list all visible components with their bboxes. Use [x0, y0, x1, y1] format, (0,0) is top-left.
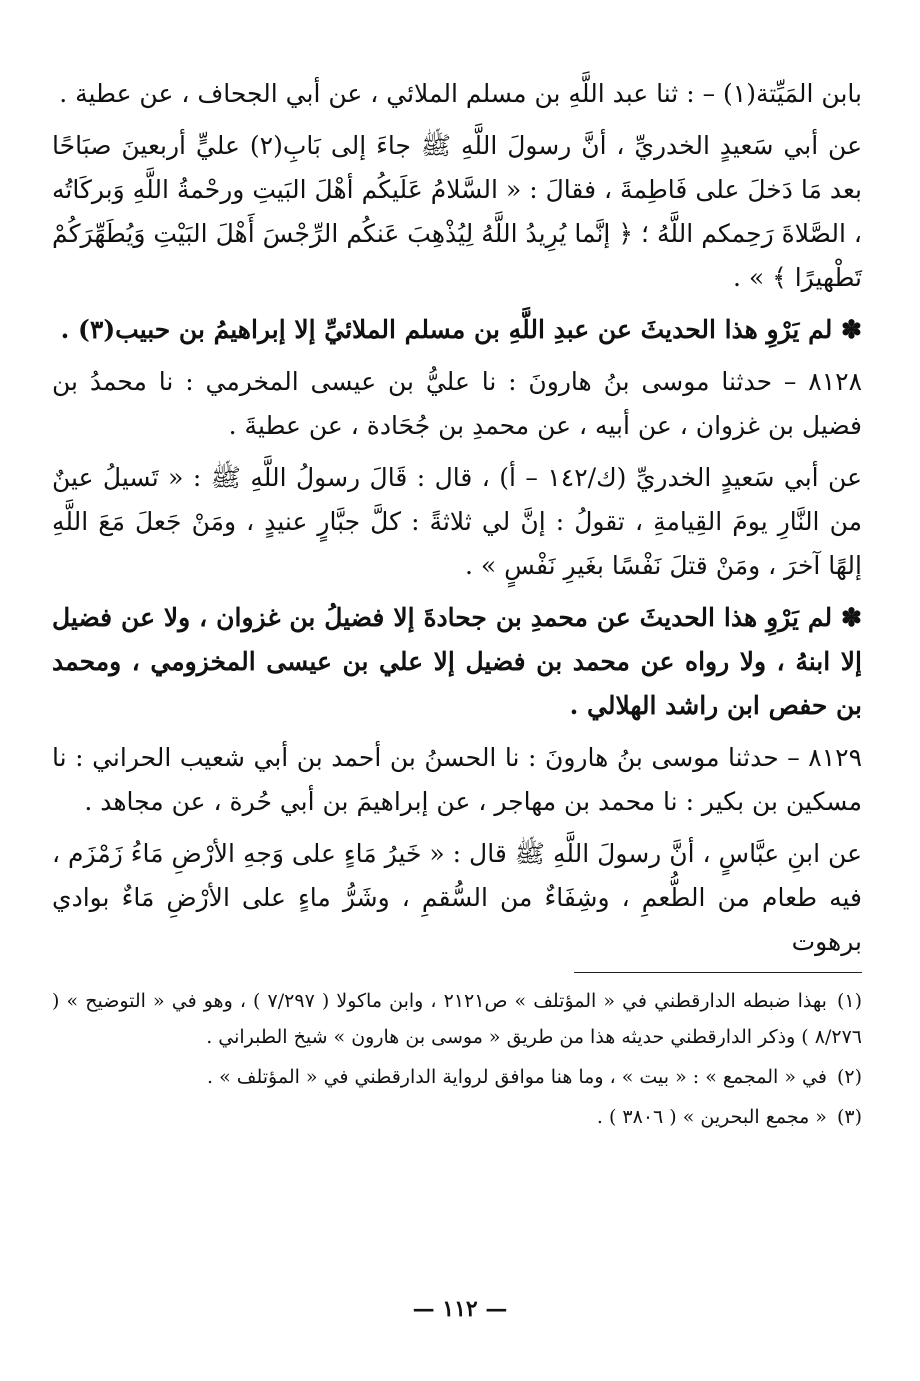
- footnote-text: في « المجمع » : « بيت » ، وما هنا موافق لرواية الدارقطني في « المؤتلف » .: [207, 1066, 827, 1088]
- footnote-text: « مجمع البحرين » ( ٣٨٠٦ ) .: [596, 1106, 827, 1128]
- paragraph-hadith-8128-isnad: ٨١٢٨ – حدثنا موسى بنُ هارونَ : نا عليُّ بن عيسى المخرمي : نا محمدُ بن فضيل بن غزوان ، عن أبيه ، عن محمدِ بن جُحَادة ، عن عطيةَ .: [52, 367, 862, 440]
- paragraph-commentary: ✽ لم يَرْوِ هذا الحديثَ عن عبدِ اللَّهِ بن مسلم الملائيِّ إلا إبراهيمُ بن حبيب(٣) .: [60, 315, 862, 344]
- paragraph-commentary: ✽ لم يَرْوِ هذا الحديثَ عن محمدِ بن جحادةَ إلا فضيلُ بن غزوان ، ولا عن فضيل إلا ابنهُ ، ولا رواه عن محمد بن فضيل إلا علي بن عيسى المخزومي ، ومحمد بن حفص ابن راشد الهلالي .: [52, 603, 862, 720]
- footnote-item: [52, 1059, 862, 1095]
- footnote-text: بهذا ضبطه الدارقطني في « المؤتلف » ص٢١٢١ ، وابن ماكولا ( ٧/٢٩٧ ) ، وهو في « التوضيح » ( ٨/٢٧٦ ) وذكر الدارقطني حديثه هذا من طريق « موسى بن هارون » شيخ الطبراني .: [52, 990, 862, 1048]
- footnote-item: [52, 983, 862, 1055]
- footnote-item: [52, 1099, 862, 1135]
- paragraph-hadith-matn: عن أبي سَعيدٍ الخدريِّ ، أنَّ رسولَ اللَّهِ ﷺ جاءَ إلى بَابِ(٢) عليٍّ أربعينَ صبَاحًا بعد مَا دَخلَ على فَاطِمةَ ، فقالَ : « السَّلامُ عَلَيكُم أهْلَ البَيتِ ورحْمةُ اللَّهِ وَبركَاتُه ، الصَّلاةَ رَحِمكم اللَّهُ ؛ ﴿ إنَّما يُرِيدُ اللَّهُ لِيُذْهِبَ عَنكُم الرِّجْسَ أَهْلَ البَيْتِ وَيُطَهِّرَكُمْ تَطْهيرًا ﴾ » .: [52, 131, 863, 292]
- footnote-number: (٣): [836, 1106, 862, 1128]
- footnote-divider: [574, 972, 862, 973]
- paragraph-hadith-8128-matn: عن أبي سَعيدٍ الخدريِّ (ك/١٤٢ – أ) ، قال : قَالَ رسولُ اللَّهِ ﷺ : « تَسيلُ عينٌ من النَّارِ يومَ القِيامةِ ، تقولُ : إنَّ لي ثلاثةً : كلَّ جبَّارٍ عنيدٍ ، ومَنْ جَعلَ مَعَ اللَّهِ إلهًا آخرَ ، ومَنْ قتلَ نَفْسًا بغَيرِ نَفْسٍ » .: [52, 463, 862, 580]
- footnote-number: (١): [836, 990, 862, 1012]
- paragraph-hadith-8129-isnad: ٨١٢٩ – حدثنا موسى بنُ هارونَ : نا الحسنُ بن أحمد بن أبي شعيب الحراني : نا مسكين بن بكير : نا محمد بن مهاجر ، عن إبراهيمَ بن أبي حُرة ، عن مجاهد .: [52, 743, 862, 816]
- page-number: — ١١٢ —: [412, 1296, 508, 1322]
- paragraph-continuation: بابن المَيِّتة(١) – : ثنا عبد اللَّهِ بن مسلم الملائي ، عن أبي الجحاف ، عن عطية .: [59, 79, 862, 108]
- paragraph-hadith-8129-matn: عن ابنِ عبَّاسٍ ، أنَّ رسولَ اللَّهِ ﷺ قال : « خَيرُ مَاءٍ على وَجهِ الأرْضِ مَاءُ زَمْزَم ، فيه طعام من الطُّعمِ ، وشِفَاءٌ من السُّقمِ ، وشَرُّ ماءٍ على الأرْضِ مَاءٌ بوادي برهوت: [52, 839, 862, 956]
- footnote-number: (٢): [836, 1066, 862, 1088]
